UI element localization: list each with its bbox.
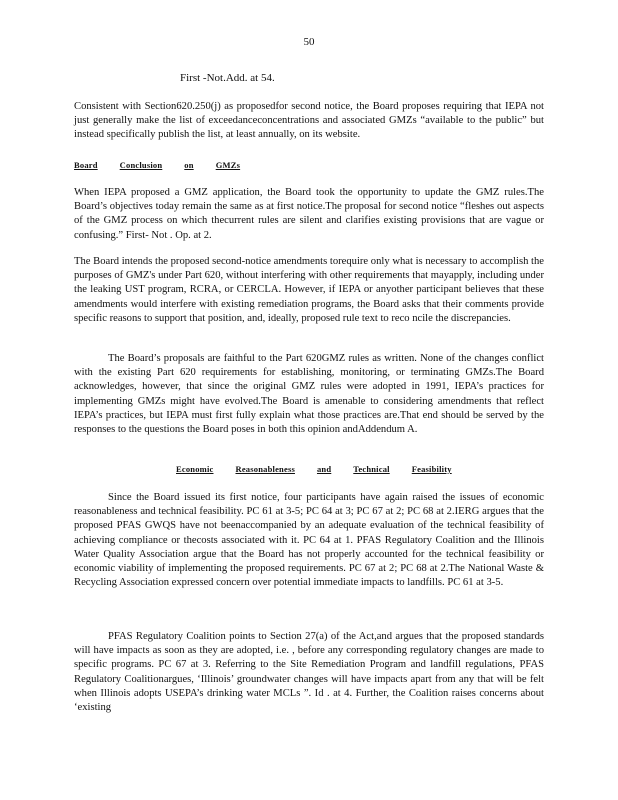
citation-line: First -Not.Add. at 54. <box>180 72 275 84</box>
paragraph-pfas-coalition: PFAS Regulatory Coalition points to Section 27(a) of the Act,and argues that the proposed standards will have impacts as soon as they are adopted, i.e. , before any corresponding regulatory changes are made to specific programs. PC 67 at 3. Referring to the Site Remediation Program and landfill regulations, PFAS Regulatory Coalitionargues, ‘Illinois’ groundwater changes will have impacts apart from any that will be felt when Illinois adopts USEPA’s drinking water MCLs ”. Id . at 4. Further, the Coalition raises concerns about ‘existing <box>74 631 544 714</box>
heading-word: Board <box>74 160 98 170</box>
heading-word: Technical <box>353 464 390 474</box>
paragraph-amendments-intent: The Board intends the proposed second-notice amendments torequire only what is necessary to accomplish the purposes of GMZ's under Part 620, without interfering with other requirements that mayapply, including under the leaking UST program, RCRA, or CERCLA. However, if IEPA or anyother participant believes that these amendments would interfere with existing remediation programs, the Board asks that their comments provide specific reasons to support that position, and, ideally, proposed rule text to reco ncile the discrepancies. <box>74 256 544 324</box>
paragraph-gmz-objectives: When IEPA proposed a GMZ application, the Board took the opportunity to update the GMZ rules.The Board’s objectives today remain the same as at first notice.The proposal for second notice “fleshes out aspects of the GMZ process on which thecurrent rules are silent and clarifies existing provisions that are vague or confusing.” First- Not . Op. at 2. <box>74 187 544 241</box>
heading-word: Conclusion <box>119 160 163 170</box>
section-heading-board-conclusion-gmzs <box>74 160 262 170</box>
page-number: 50 <box>303 36 315 48</box>
section-heading-economic-feasibility <box>176 464 474 474</box>
heading-word: Feasibility <box>411 464 452 474</box>
heading-word: GMZs <box>215 160 241 170</box>
heading-word: on <box>184 160 194 170</box>
paragraph-faithful-proposals: The Board’s proposals are faithful to the Part 620GMZ rules as written. None of the changes conflict with the existing Part 620 requirements for establishing, monitoring, or terminating GMZs.The Board acknowledges, however, that since the original GMZ rules were adopted in 1991, IEPA’s practices for implementing GMZs might have evolved.The Board is amenable to considering amendments that reflect IEPA’s practices, but IEPA must first fully explain what those practices are.That end should be served by the responses to the questions the Board poses in both this opinion andAddendum A. <box>74 353 544 436</box>
heading-word: Economic <box>176 464 214 474</box>
heading-word: Reasonableness <box>235 464 295 474</box>
paragraph-website-publication: Consistent with Section620.250(j) as proposedfor second notice, the Board proposes requiring that IEPA not just generally make the list of exceedanceconcentrations and associated GMZs “available to the public” but instead specifically publish the list, at least annually, on its website. <box>74 101 544 141</box>
heading-word: and <box>316 464 332 474</box>
paragraph-economic-reasonableness: Since the Board issued its first notice, four participants have again raised the issues of economic reasonableness and technical feasibility. PC 61 at 3-5; PC 64 at 3; PC 67 at 2; PC 68 at 2.IERG argues that the proposed PFAS GWQS have not beenaccompanied by an adequate evaluation of the technical feasibility of achieving compliance or thecosts associated with it. PC 64 at 1. PFAS Regulatory Coalition and the Illinois Water Quality Association argue that the Board has not properly accounted for the technical feasibility or economic viability of implementing the proposed requirements. PC 67 at 2; PC 68 at 2.The National Waste & Recycling Association expressed concern over potential immediate impacts to landfills. PC 61 at 3-5. <box>74 492 544 589</box>
